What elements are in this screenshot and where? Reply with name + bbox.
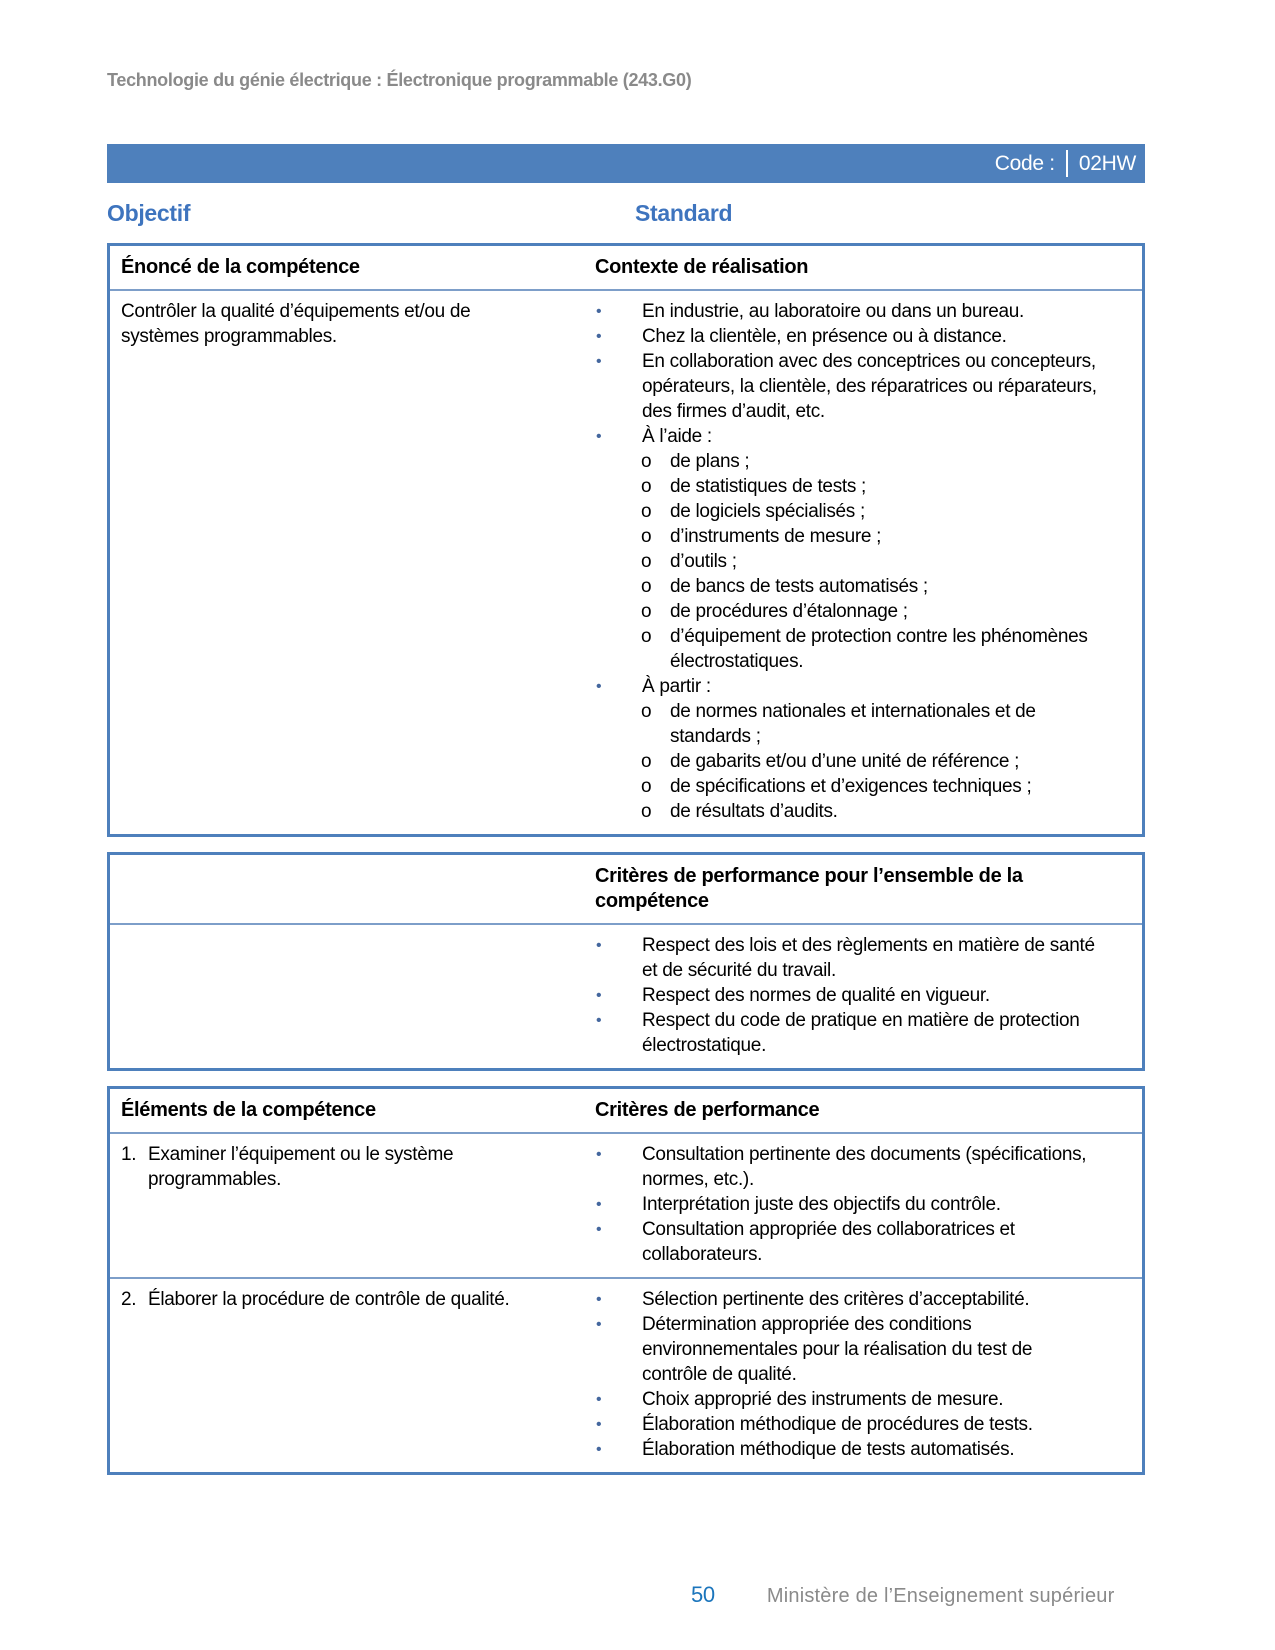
item-number: 1. <box>121 1144 137 1165</box>
criteres-header-cell: Critères de performance <box>595 1099 820 1121</box>
list-item <box>595 933 1097 983</box>
numbered-item <box>121 1287 535 1312</box>
circle-bullet-icon: o <box>641 751 652 772</box>
bullet-icon: • <box>596 1196 602 1213</box>
bullet-icon: • <box>596 353 602 370</box>
sub-list-item-text: de statistiques de tests ; <box>670 476 867 497</box>
sub-list-item-text: de résultats d’audits. <box>670 801 838 822</box>
elements-header-cell: Éléments de la compétence <box>121 1099 376 1121</box>
table-criteres-ensemble <box>107 852 1145 1071</box>
sub-list-item-text: d’instruments de mesure ; <box>670 526 882 547</box>
element-cell <box>110 1134 583 1277</box>
contexte-cell <box>583 291 1142 834</box>
sub-list-item-text: d’outils ; <box>670 551 737 572</box>
code-label: Code : <box>994 151 1055 175</box>
list-item-text: Respect du code de pratique en matière de protection électrostatique. <box>642 1010 1080 1056</box>
table-body-row <box>110 923 1142 1068</box>
item-text: Examiner l’équipement ou le système programmables. <box>148 1144 454 1190</box>
list-item-text: Consultation pertinente des documents (spécifications, normes, etc.). <box>642 1144 1087 1190</box>
circle-bullet-icon: o <box>641 626 652 647</box>
bullet-icon: • <box>596 1291 602 1308</box>
list-item <box>595 1287 1097 1312</box>
list-item-text: Consultation appropriée des collaboratrices et collaborateurs. <box>642 1219 1015 1265</box>
list-item-text: Élaboration méthodique de tests automatisés. <box>642 1439 1015 1460</box>
bullet-icon: • <box>596 328 602 345</box>
list-item-text: Respect des normes de qualité en vigueur. <box>642 985 990 1006</box>
list-item-text: Élaboration méthodique de procédures de tests. <box>642 1414 1033 1435</box>
list-item <box>595 983 1097 1008</box>
circle-bullet-icon: o <box>641 601 652 622</box>
sub-list-item-text: de normes nationales et internationales et de standards ; <box>670 701 1036 747</box>
enonce-cell: Contrôler la qualité d’équipements et/ou de systèmes programmables. <box>121 301 471 347</box>
circle-bullet-icon: o <box>641 476 652 497</box>
objectif-heading: Objectif <box>107 200 191 226</box>
sub-list-item <box>641 749 1097 774</box>
sub-list-item-text: de procédures d’étalonnage ; <box>670 601 908 622</box>
bullet-icon: • <box>596 303 602 320</box>
element-cell <box>110 1279 583 1472</box>
list-item <box>595 324 1097 349</box>
circle-bullet-icon: o <box>641 551 652 572</box>
list-item-text: Interprétation juste des objectifs du contrôle. <box>642 1194 1001 1215</box>
list-item <box>595 1192 1097 1217</box>
sub-list-item <box>641 549 1097 574</box>
running-header: Technologie du génie électrique : Électronique programmable (243.G0) <box>107 70 692 90</box>
sub-list-item <box>641 499 1097 524</box>
sub-list-item <box>641 799 1097 824</box>
bullet-icon: • <box>596 1012 602 1029</box>
bullet-icon: • <box>596 987 602 1004</box>
ministry-name: Ministère de l’Enseignement supérieur <box>766 1585 1115 1607</box>
circle-bullet-icon: o <box>641 776 652 797</box>
list-item-text: Chez la clientèle, en présence ou à distance. <box>642 326 1007 347</box>
list-item-text: Respect des lois et des règlements en matière de santé et de sécurité du travail. <box>642 935 1095 981</box>
sub-list-item <box>641 449 1097 474</box>
bullet-icon: • <box>596 937 602 954</box>
table-enonce-contexte <box>107 243 1145 837</box>
list-item <box>595 1412 1097 1437</box>
bullet-icon: • <box>596 678 602 695</box>
sub-list-item-text: d’équipement de protection contre les phénomènes électrostatiques. <box>670 626 1088 672</box>
sub-list-item-text: de logiciels spécialisés ; <box>670 501 865 522</box>
table-header-row <box>110 246 1142 289</box>
sub-list-item <box>641 624 1097 674</box>
criteria-cell <box>583 1279 1142 1472</box>
table-header-row <box>110 855 1142 923</box>
list-item <box>595 674 1097 699</box>
code-bar <box>107 144 1145 183</box>
list-item <box>595 424 1097 449</box>
sub-list-item <box>641 474 1097 499</box>
list-item-text: En industrie, au laboratoire ou dans un bureau. <box>642 301 1025 322</box>
empty-cell <box>110 925 583 1068</box>
list-item-text: Sélection pertinente des critères d’acceptabilité. <box>642 1289 1030 1310</box>
bullet-icon: • <box>596 428 602 445</box>
sub-list-item <box>641 774 1097 799</box>
list-item <box>595 1008 1097 1058</box>
enonce-header-cell: Énoncé de la compétence <box>121 256 360 278</box>
sub-list-item <box>641 699 1097 749</box>
circle-bullet-icon: o <box>641 801 652 822</box>
bullet-icon: • <box>596 1441 602 1458</box>
list-item-text: À l’aide : <box>642 426 712 447</box>
list-item <box>595 1142 1097 1192</box>
list-item-text: À partir : <box>642 676 711 697</box>
list-item <box>595 1312 1097 1387</box>
sub-list-item-text: de bancs de tests automatisés ; <box>670 576 928 597</box>
criteres-ensemble-header-cell: Critères de performance pour l’ensemble de la compétence <box>595 865 1023 912</box>
numbered-item <box>121 1142 535 1192</box>
table-body-row <box>110 289 1142 834</box>
contexte-header-cell: Contexte de réalisation <box>595 256 809 278</box>
standard-heading: Standard <box>635 200 733 226</box>
list-item-text: Détermination appropriée des conditions environnementales pour la réalisation du test de contrôle de qualité. <box>642 1314 1033 1385</box>
circle-bullet-icon: o <box>641 576 652 597</box>
bullet-icon: • <box>596 1416 602 1433</box>
column-headings <box>107 200 1145 227</box>
table-row <box>110 1277 1142 1472</box>
list-item <box>595 1387 1097 1412</box>
code-divider <box>1066 150 1068 177</box>
list-item <box>595 1437 1097 1462</box>
table-header-row <box>110 1089 1142 1132</box>
criteria-cell <box>583 1134 1142 1277</box>
sub-list-item-text: de gabarits et/ou d’une unité de référence ; <box>670 751 1020 772</box>
sub-list-item-text: de plans ; <box>670 451 750 472</box>
circle-bullet-icon: o <box>641 501 652 522</box>
empty-header-cell <box>110 855 583 923</box>
page-footer <box>107 1582 1145 1608</box>
sub-list-item <box>641 574 1097 599</box>
table-elements-criteres <box>107 1086 1145 1475</box>
code-value: 02HW <box>1078 151 1136 175</box>
list-item-text: Choix approprié des instruments de mesure. <box>642 1389 1004 1410</box>
circle-bullet-icon: o <box>641 526 652 547</box>
bullet-icon: • <box>596 1221 602 1238</box>
list-item <box>595 349 1097 424</box>
criteres-ensemble-cell <box>583 925 1142 1068</box>
circle-bullet-icon: o <box>641 451 652 472</box>
circle-bullet-icon: o <box>641 701 652 722</box>
list-item <box>595 299 1097 324</box>
page-number: 50 <box>691 1582 715 1607</box>
bullet-icon: • <box>596 1146 602 1163</box>
table-row <box>110 1132 1142 1277</box>
item-number: 2. <box>121 1289 137 1310</box>
bullet-icon: • <box>596 1391 602 1408</box>
tables-area <box>107 243 1145 1490</box>
sub-list-item-text: de spécifications et d’exigences techniques ; <box>670 776 1032 797</box>
sub-list-item <box>641 599 1097 624</box>
list-item <box>595 1217 1097 1267</box>
sub-list-item <box>641 524 1097 549</box>
list-item-text: En collaboration avec des conceptrices ou concepteurs, opérateurs, la clientèle, des réparatrices ou réparateurs, des firmes d’audit, etc. <box>642 351 1097 422</box>
bullet-icon: • <box>596 1316 602 1333</box>
item-text: Élaborer la procédure de contrôle de qualité. <box>148 1289 510 1310</box>
